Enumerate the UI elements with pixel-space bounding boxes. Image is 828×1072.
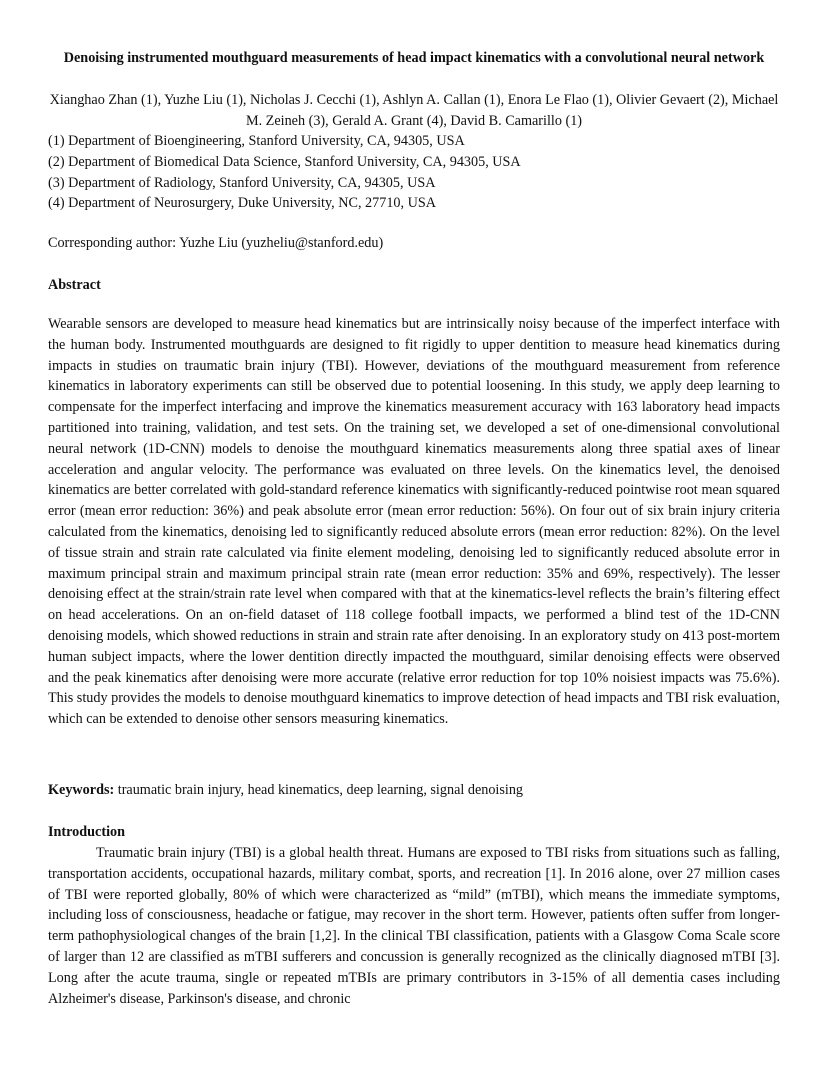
keywords-text: traumatic brain injury, head kinematics, deep learning, signal denoising [114, 782, 524, 798]
author-list: Xianghao Zhan (1), Yuzhe Liu (1), Nicholas J. Cecchi (1), Ashlyn A. Callan (1), Enora Le Flao (1), Olivier Gevaert (2), Michael M. Zeineh (3), Gerald A. Grant (4), David B. Camarillo (1) [49, 92, 779, 129]
corresponding-author: Corresponding author: Yuzhe Liu (yuzheliu@stanford.edu) [48, 235, 384, 251]
abstract-heading: Abstract [48, 277, 101, 293]
affiliation-2: (2) Department of Biomedical Data Science, Stanford University, CA, 94305, USA [48, 153, 521, 170]
affiliation-list [48, 131, 780, 214]
paper-title: Denoising instrumented mouthguard measurements of head impact kinematics with a convolutional neural network [63, 50, 765, 66]
introduction-heading: Introduction [48, 824, 125, 840]
affiliation-4: (4) Department of Neurosurgery, Duke University, NC, 27710, USA [48, 195, 436, 212]
keywords-line [48, 780, 780, 801]
affiliation-1: (1) Department of Bioengineering, Stanford University, CA, 94305, USA [48, 133, 465, 149]
affiliation-3: (3) Department of Radiology, Stanford University, CA, 94305, USA [48, 174, 436, 191]
introduction-text: Traumatic brain injury (TBI) is a global health threat. Humans are exposed to TBI risks from situations such as falling, transportation accidents, occupational hazards, military combat, sports, and recreation [1]. In 2016 alone, over 27 million cases of TBI were reported globally, 80% of which were characterized as “mild” (mTBI), which means the immediate symptoms, including loss of consciousness, headache or fatigue, may recover in the short term. However, patients often suffer from longer-term pathophysiological changes of the brain [1,2]. In the clinical TBI classification, patients with a Glasgow Coma Scale score of larger than 12 are classified as mTBI sufferers and concussion is generally recognized as the clinically diagnosed mTBI [3]. Long after the acute trauma, single or repeated mTBIs are primary contributors in 3-15% of all dementia cases including Alzheimer's disease, Parkinson's disease, and chronic [48, 845, 780, 1007]
abstract-text: Wearable sensors are developed to measure head kinematics but are intrinsically noisy because of the imperfect interface with the human body. Instrumented mouthguards are designed to fit rigidly to upper dentition to measure head kinematics during impacts in studies on traumatic brain injury (TBI). However, deviations of the mouthguard measurement from reference kinematics in laboratory experiments can still be observed due to potential loosening. In this study, we apply deep learning to compensate for the imperfect interfacing and improve the kinematics measurement accuracy with 163 laboratory head impacts partitioned into training, validation, and test sets. On the training set, we developed a set of one-dimensional convolutional neural network (1D-CNN) models to denoise the mouthguard kinematics measurements along three spatial axes of linear acceleration and angular velocity. The performance was evaluated on three levels. On the kinematics level, the denoised kinematics are better correlated with gold-standard reference kinematics with significantly-reduced pointwise root mean squared error (mean error reduction: 36%) and peak absolute error (mean error reduction: 56%). On four out of six brain injury criteria calculated from the kinematics, denoising led to significantly reduced absolute errors (mean error reduction: 82%). On the level of tissue strain and strain rate calculated via finite element modeling, denoising led to significantly reduced absolute error in maximum principal strain and maximum principal strain rate (mean error reduction: 35% and 69%, respectively). The lesser denoising effect at the strain/strain rate level when compared with that at the kinematics-level reflects the brain’s filtering effect on head accelerations. On an on-field dataset of 118 college football impacts, we performed a blind test of the 1D-CNN denoising models, which showed reductions in strain and strain rate after denoising. In an exploratory study on 413 post-mortem human subject impacts, where the lower dentition directly impacted the mouthguard, similar denoising effects were observed and the peak kinematics after denoising were more accurate (relative error reduction for top 10% noisiest impacts was 75.6%). This study provides the models to denoise mouthguard kinematics to improve detection of head impacts and TBI risk evaluation, which can be extended to denoise other sensors measuring kinematics. [48, 316, 780, 728]
keywords-label: Keywords: [48, 782, 115, 798]
